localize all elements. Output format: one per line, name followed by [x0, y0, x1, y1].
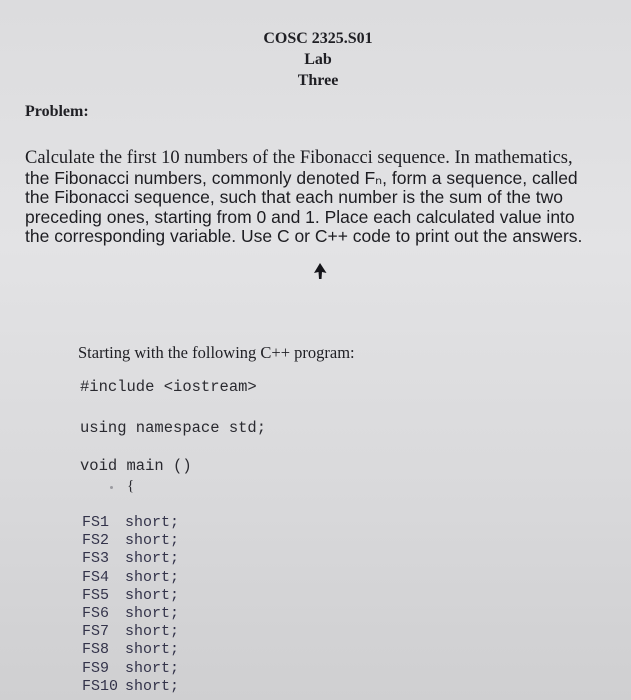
problem-statement — [25, 148, 600, 247]
variable-type: short; — [125, 659, 180, 677]
document-header — [200, 28, 436, 91]
variable-name: FS7 — [82, 623, 110, 641]
program-intro: Starting with the following C++ program: — [78, 343, 355, 362]
variable-name: FS8 — [82, 641, 110, 659]
code-include: #include <iostream> — [80, 378, 257, 396]
code-main: void main () — [80, 457, 192, 475]
variable-type: short; — [125, 677, 180, 695]
problem-heading: Problem: — [25, 103, 89, 120]
declaration-line — [82, 532, 179, 550]
declaration-line — [82, 678, 179, 696]
variable-name: FS10 — [82, 677, 119, 695]
declaration-line — [82, 514, 179, 532]
variable-name: FS6 — [82, 604, 110, 622]
variable-type: short; — [125, 641, 180, 659]
variable-type: short; — [125, 550, 180, 568]
declaration-line — [82, 550, 179, 568]
variable-name: FS9 — [82, 659, 110, 677]
stray-dot — [110, 486, 113, 489]
variable-type: short; — [125, 514, 180, 531]
course-title: COSC 2325.S01 — [263, 30, 373, 47]
code-open-brace: { — [127, 478, 135, 494]
variable-name: FS3 — [82, 550, 110, 568]
declaration-line — [82, 641, 179, 659]
declaration-line — [82, 569, 179, 587]
variable-type: short; — [125, 586, 180, 604]
declaration-line — [82, 623, 179, 641]
mouse-pointer-icon — [313, 262, 329, 280]
variable-name: FS2 — [82, 532, 110, 550]
declaration-line — [82, 605, 179, 623]
declaration-line — [82, 660, 179, 678]
code-using: using namespace std; — [80, 419, 267, 437]
variable-type: short; — [125, 623, 180, 641]
declaration-line — [82, 587, 179, 605]
variable-name: FS5 — [82, 586, 110, 604]
code-declarations — [82, 514, 179, 696]
variable-type: short; — [125, 604, 180, 622]
variable-name: FS1 — [82, 514, 110, 531]
problem-text-sans: the Fibonacci numbers, commonly denoted Fₙ, form a sequence, called the Fibonacci sequence, such that each number is the sum of the two preceding ones, starting from 0 and 1. Place each calculated value into the corresponding variable. Use C or C++ code to print out the answers. — [25, 167, 583, 247]
variable-type: short; — [125, 568, 180, 586]
variable-name: FS4 — [82, 568, 110, 586]
problem-text-serif: Calculate the first 10 numbers of the Fibonacci sequence. In mathematics, — [25, 148, 573, 168]
lab-label: Lab — [304, 51, 332, 68]
variable-type: short; — [125, 532, 180, 550]
lab-number: Three — [297, 72, 339, 89]
